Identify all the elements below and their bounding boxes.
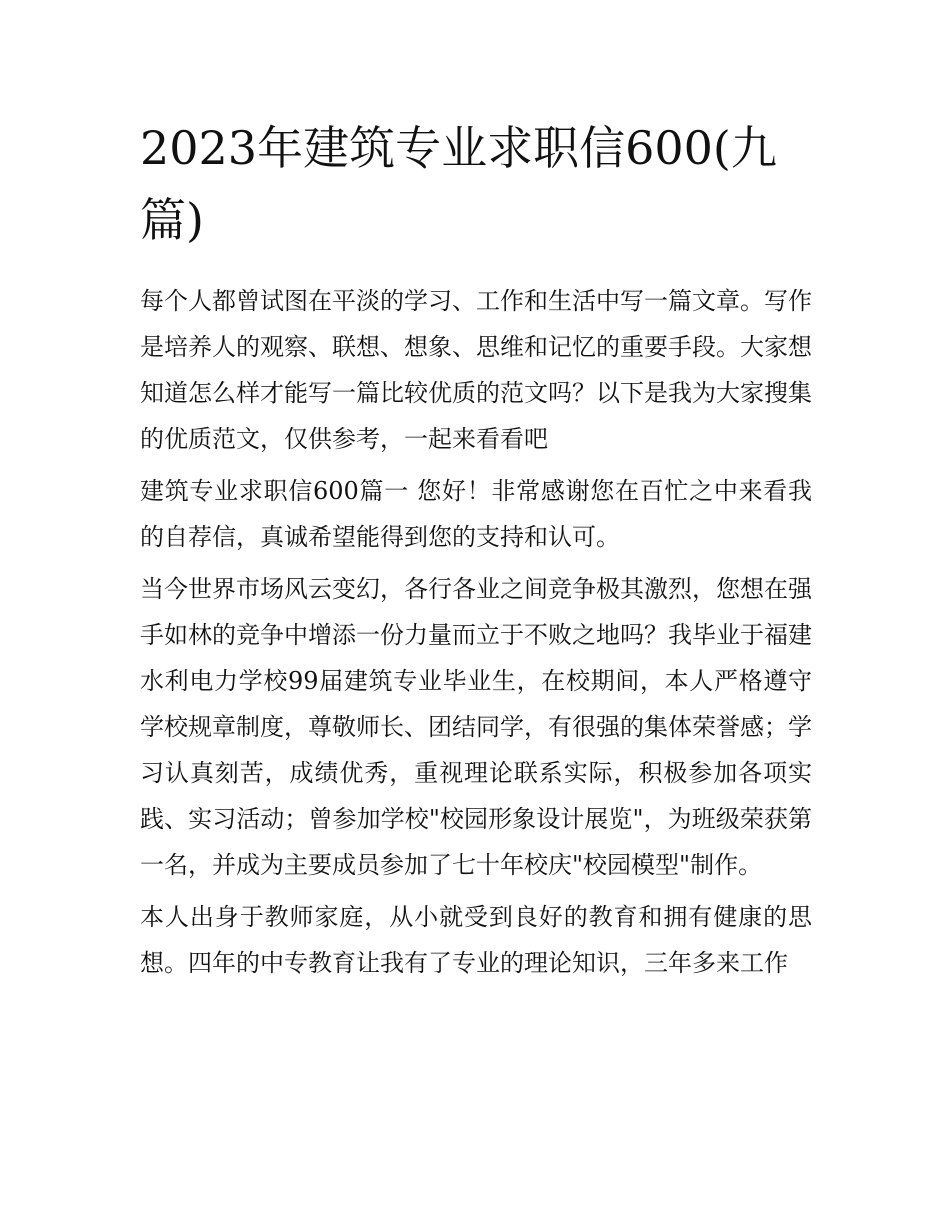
document-title: 2023年建筑专业求职信600(九篇) <box>140 121 777 247</box>
intro-paragraph: 每个人都曾试图在平淡的学习、工作和生活中写一篇文章。写作是培养人的观察、联想、想象、思维和记忆的重要手段。大家想知道怎么样才能写一篇比较优质的范文吗？以下是我为大家搜集的优质范文，仅供参考，一起来看看吧 <box>140 287 812 453</box>
education-paragraph: 本人出身于教师家庭，从小就受到良好的教育和拥有健康的思想。四年的中专教育让我有了专业的理论知识，三年多来工作 <box>140 903 812 977</box>
document-body <box>140 112 812 992</box>
letter-opening-paragraph: 建筑专业求职信600篇一 您好！非常感谢您在百忙之中来看我的自荐信，真诚希望能得到您的支持和认可。 <box>140 477 812 551</box>
background-paragraph: 当今世界市场风云变幻，各行各业之间竞争极其激烈，您想在强手如林的竞争中增添一份力量而立于不败之地吗？我毕业于福建水利电力学校99届建筑专业毕业生，在校期间，本人严格遵守学校规章制度，尊敬师长、团结同学，有很强的集体荣誉感；学习认真刻苦，成绩优秀，重视理论联系实际，积极参加各项实践、实习活动；曾参加学校"校园形象设计展览"，为班级荣获第一名，并成为主要成员参加了七十年校庆"校园模型"制作。 <box>140 575 812 879</box>
